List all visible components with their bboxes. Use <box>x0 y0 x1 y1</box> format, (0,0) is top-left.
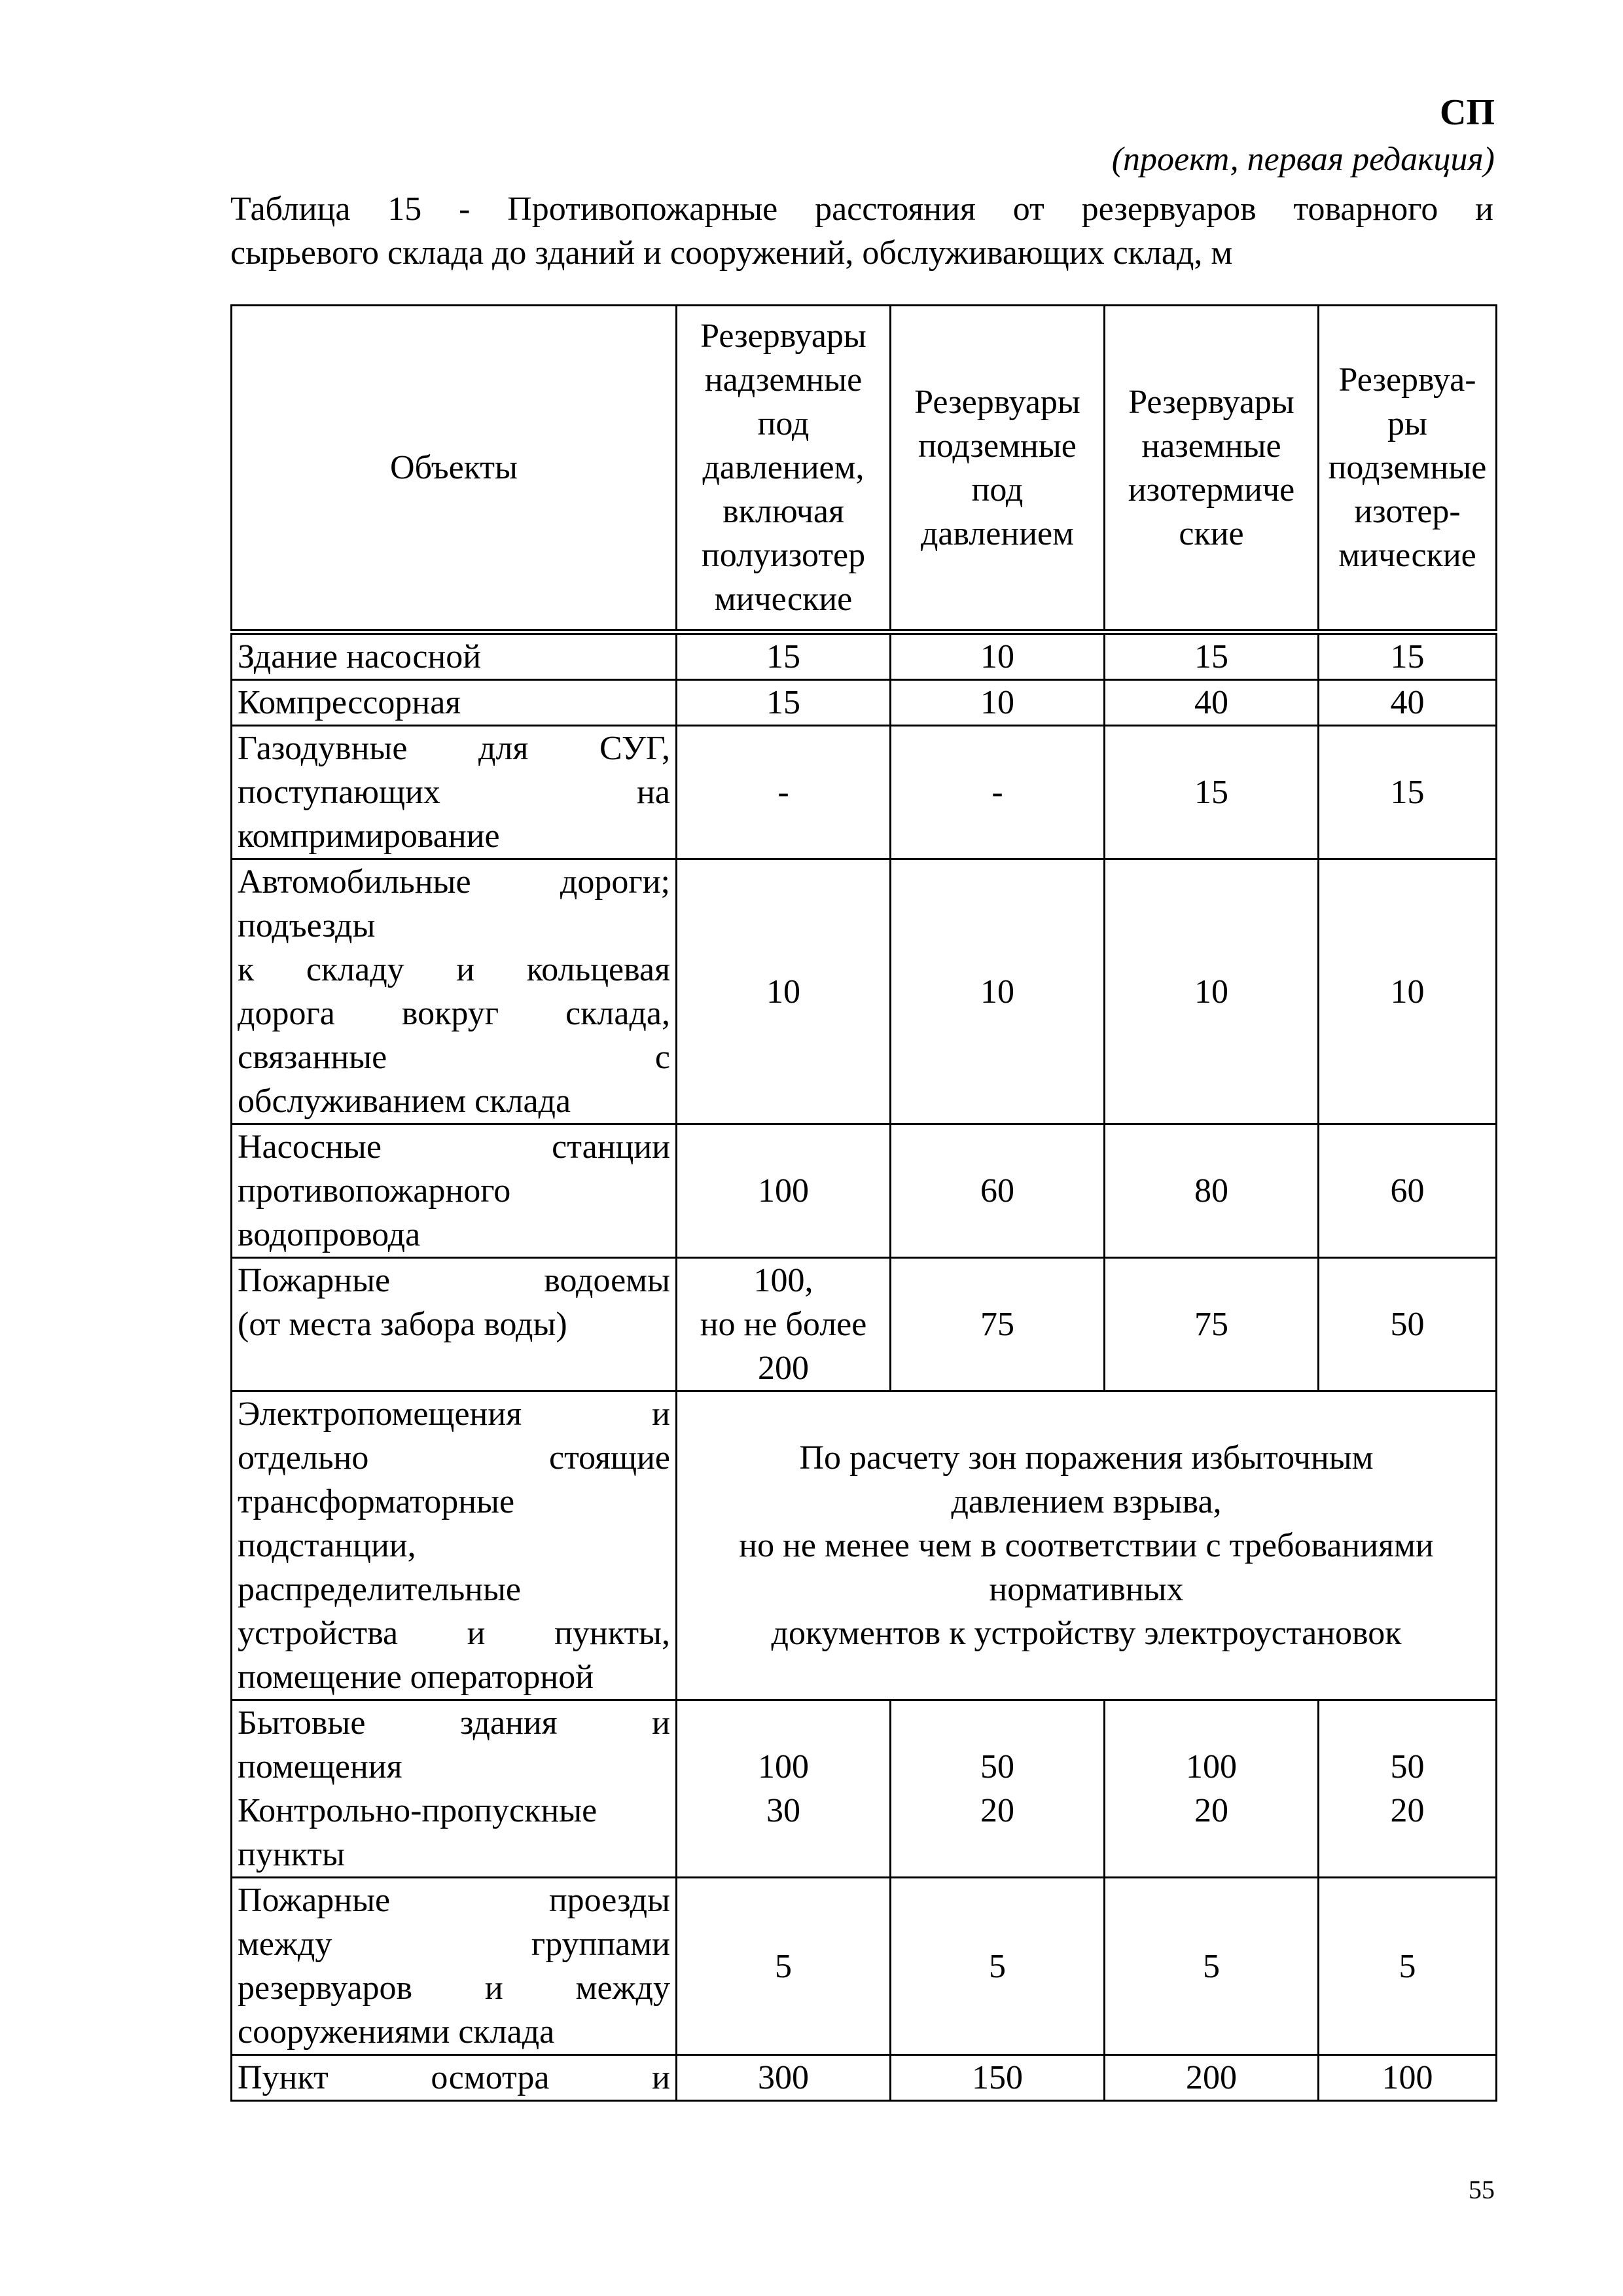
value-cell: 40 <box>1105 680 1319 726</box>
value-cell: 300 <box>677 2055 891 2101</box>
header-underground-pressure: Резервуары подземные под давлением <box>891 306 1105 632</box>
caption-line-1: Таблица 15 - Противопожарные расстояния от резервуаров товарного и <box>230 190 1493 228</box>
value-cell: 10 <box>1319 859 1497 1124</box>
value-cell: 100, но не более 200 <box>677 1258 891 1391</box>
object-cell: Бытовые здания и помещения Контрольно-пропускные пункты <box>232 1700 677 1878</box>
table-row <box>232 1878 1497 2055</box>
value-cell: 15 <box>1105 632 1319 680</box>
caption-line-2: сырьевого склада до зданий и сооружений, обслуживающих склад, м <box>230 234 1233 272</box>
value-cell: 40 <box>1319 680 1497 726</box>
table-row <box>232 1391 1497 1700</box>
value-cell: 60 <box>1319 1124 1497 1258</box>
value-cell: 15 <box>1319 632 1497 680</box>
value-cell: 10 <box>1105 859 1319 1124</box>
object-cell: Пункт осмотра и <box>232 2055 677 2101</box>
document-code: СП <box>1440 92 1495 133</box>
value-cell: - <box>891 726 1105 859</box>
value-cell: 5 <box>1319 1878 1497 2055</box>
value-cell: 15 <box>677 632 891 680</box>
value-cell: 10 <box>891 680 1105 726</box>
table-row <box>232 1124 1497 1258</box>
page-number: 55 <box>1469 2175 1495 2204</box>
table-row <box>232 632 1497 680</box>
merged-requirement-cell: По расчету зон поражения избыточным давлением взрыва, но не менее чем в соответствии с требованиями нормативных документов к устройству электроустановок <box>677 1391 1497 1700</box>
table-row <box>232 1700 1497 1878</box>
object-cell: Компрессорная <box>232 680 677 726</box>
header-objects: Объекты <box>232 306 677 632</box>
value-cell: 5 <box>677 1878 891 2055</box>
value-cell: 80 <box>1105 1124 1319 1258</box>
table-row <box>232 726 1497 859</box>
edition-note: (проект, первая редакция) <box>1111 141 1495 178</box>
table-row <box>232 2055 1497 2101</box>
value-cell: 15 <box>1105 726 1319 859</box>
value-cell: 75 <box>1105 1258 1319 1391</box>
header-underground-isothermal: Резервуа-ры подземные изотер-мические <box>1319 306 1497 632</box>
table-header-row <box>232 306 1497 632</box>
object-cell: Пожарные водоемы (от места забора воды) <box>232 1258 677 1391</box>
table-row <box>232 859 1497 1124</box>
value-cell: 50 20 <box>891 1700 1105 1878</box>
value-cell: 150 <box>891 2055 1105 2101</box>
object-cell: Насосные станции противопожарного водопровода <box>232 1124 677 1258</box>
value-cell: 200 <box>1105 2055 1319 2101</box>
value-cell: 100 20 <box>1105 1700 1319 1878</box>
value-cell: 5 <box>891 1878 1105 2055</box>
value-cell: 75 <box>891 1258 1105 1391</box>
object-cell: Электропомещения и отдельно стоящие трансформаторные подстанции, распределительные устройства и пункты, помещение операторной <box>232 1391 677 1700</box>
value-cell: - <box>677 726 891 859</box>
object-cell: Здание насосной <box>232 632 677 680</box>
header-above-ground-pressure: Резервуары надземные под давлением, включая полуизотер мические <box>677 306 891 632</box>
value-cell: 5 <box>1105 1878 1319 2055</box>
value-cell: 15 <box>677 680 891 726</box>
object-cell: Автомобильные дороги; подъезды к складу и кольцевая дорога вокруг склада, связанные с обслуживанием склада <box>232 859 677 1124</box>
value-cell: 100 <box>677 1124 891 1258</box>
table-caption <box>230 187 1493 275</box>
value-cell: 50 20 <box>1319 1700 1497 1878</box>
table-row <box>232 680 1497 726</box>
value-cell: 100 30 <box>677 1700 891 1878</box>
value-cell: 100 <box>1319 2055 1497 2101</box>
object-cell: Пожарные проезды между группами резервуаров и между сооружениями склада <box>232 1878 677 2055</box>
value-cell: 10 <box>891 632 1105 680</box>
object-cell: Газодувные для СУГ, поступающих на компримирование <box>232 726 677 859</box>
value-cell: 10 <box>677 859 891 1124</box>
header-ground-isothermal: Резервуары наземные изотермиче ские <box>1105 306 1319 632</box>
value-cell: 15 <box>1319 726 1497 859</box>
distances-table <box>230 304 1497 2102</box>
value-cell: 10 <box>891 859 1105 1124</box>
value-cell: 50 <box>1319 1258 1497 1391</box>
value-cell: 60 <box>891 1124 1105 1258</box>
table-row <box>232 1258 1497 1391</box>
